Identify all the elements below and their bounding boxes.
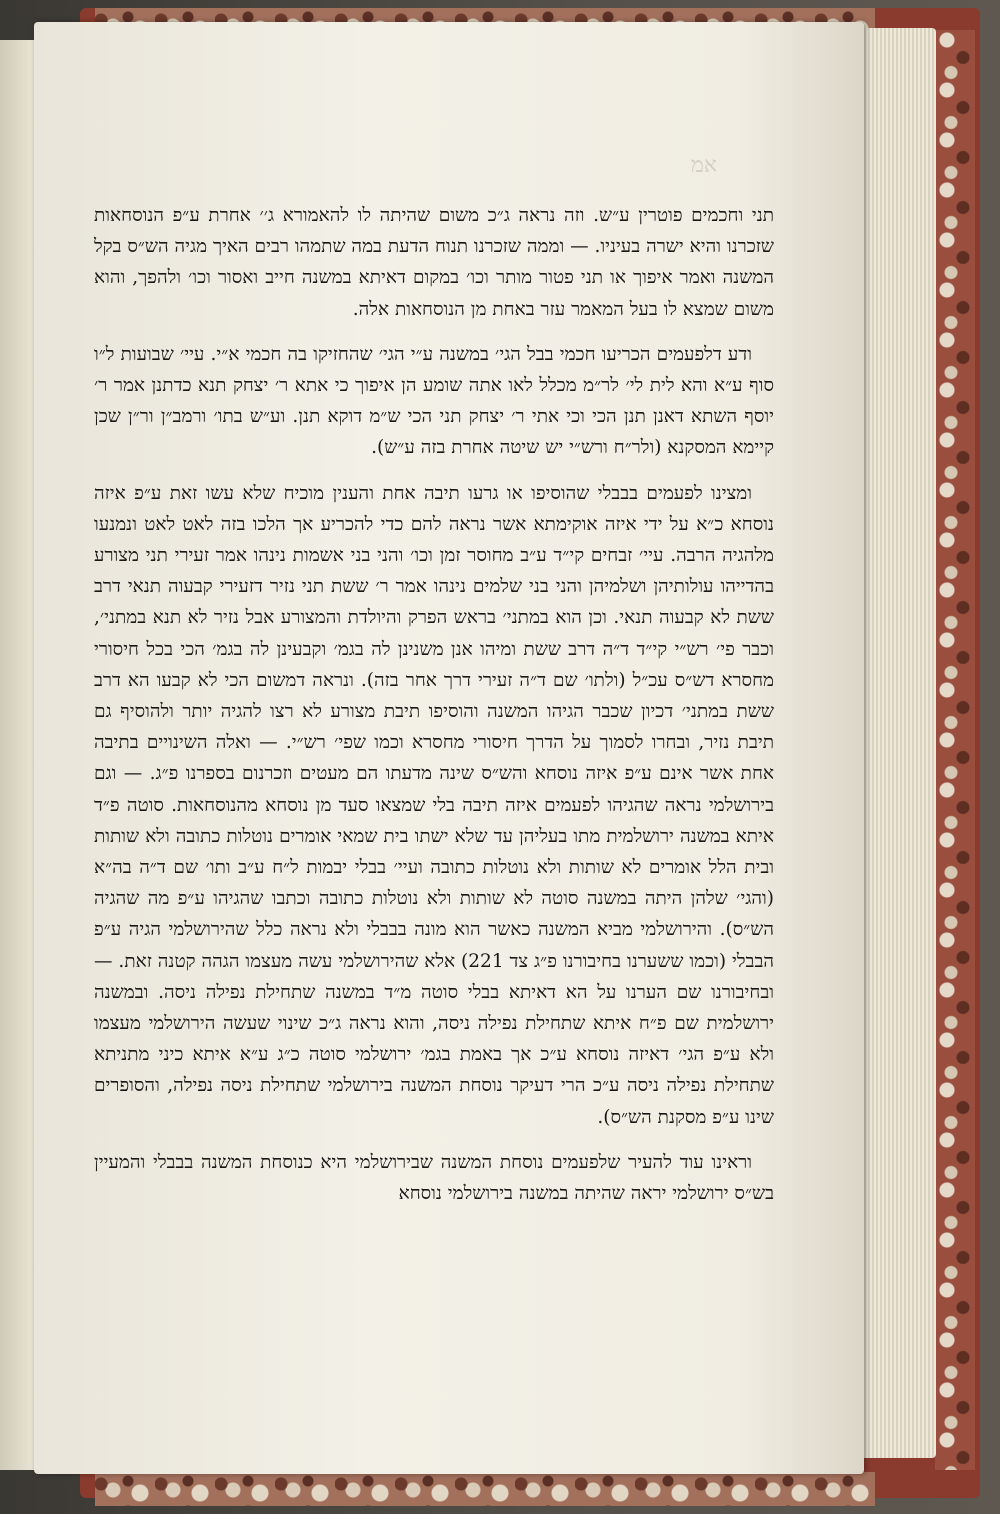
paragraph: תני וחכמים פוטרין ע״ש. וזה נראה ג״כ משום שהיתה לו להאמורא ג׳׳ אחרת ע״פ הנוסחאות שזכרנו והיא ישרה בעיניו. — וממה שזכרנו תנוח הדעת במה שתמהו רבים האיך מגיה הש״ס בקל המשנה ואמר איפוך או תני פטור מותר וכו׳ במקום דאיתא במשנה חייב ואסור וכו׳ ולהפך, והוא משום שמצא לו בעל המאמר עזר באחת מן הנוסחאות אלה. <box>94 205 774 320</box>
paragraph: וראינו עוד להעיר שלפעמים נוסחת המשנה שבירושלמי היא כנוסחת המשנה בבבלי והמעיין בש״ס ירושלמי יראה שהיתה במשנה בירושלמי נוסחא <box>94 1151 774 1205</box>
page-text <box>94 200 774 1223</box>
paragraph: ומצינו לפעמים בבבלי שהוסיפו או גרעו תיבה אחת והענין מוכיח שלא עשו זאת ע״פ איזה נוסחא כ״א על ידי איזה אוקימתא אשר נראה להם כדי להכריע אך הלכו בזה לאט לאט ונמנעו מלהגיה הרבה. עיי׳ זבחים קי״ד ע״ב מחוסר זמן וכו׳ והני בני אשמות נינהו אמר זעירי תני מצורע בהדייהו עולותיהן ושלמיהן והני בני שלמים נינהו אמר ר׳ ששת תני נזיר דזעירי קבעוה תנאי דרב ששת לא קבעוה תנאי. וכן הוא במתני׳ בראש הפרק והיולדת והמצורע אבל נזיר לא תנא במתני׳, וכבר פי׳ רש״י קי״ד ד״ה דרב ששת ומיהו אנן משנינן לה בגמ׳ וקבעינן לה בגמ׳ הכי בכל חיסורי מחסרא דש״ס עכ״ל (ולתו׳ שם ד״ה זעירי דרך אחר בזה). ונראה דמשום הכי לא קבעו הא דרב ששת במתני׳ דכיון שכבר הגיהו המשנה והוסיפו תיבת מצורע לא רצו להגיה יותר ולהוסיף גם תיבת נזיר, ובחרו לסמוך על הדרך חיסורי מחסרא וכמו שפי׳ רש״י. — ואלה השינויים בתיבה אחת אשר אינם ע״פ איזה נוסחא והש״ס שינה מדעתו הם מעטים וזכרנום בספרנו פ״ג. — וגם בירושלמי נראה שהגיהו לפעמים איזה תיבה בלי שמצאו סעד מן נוסחא מהנוסחאות. סוטה פ״ד איתא במשנה ירושלמית מתו בעליהן עד שלא ישתו בית שמאי אומרים נוטלות כתובה ולא שותות ובית הלל אומרים לא שותות ולא נוטלות כתובה ועיי׳ בבלי יבמות ל״ח ע״ב ותו׳ שם ד״ה בה״א (והגי׳ שלהן היתה במשנה סוטה לא שותות ולא נוטלות כתובה וכתבו שהגיהו ע״פ מה שהגיה הש״ס). והירושלמי מביא המשנה כאשר הוא מונה בבבלי ולא נראה כלל שהירושלמי הגיה ע״פ הבבלי (וכמו ששערנו בחיבורנו פ״ג צד 221) אלא שהירושלמי עשה מעצמו הגהה קטנה זאת. — ובחיבורנו שם הערנו על הא דאיתא בבלי סוטה מ״ד במשנה שתחילת נפילה ניסה. ובמשנה ירושלמית שם פ״ח איתא שתחילת נפילה ניסה, והוא נראה ג״כ שינוי שעשה הירושלמי מעצמו ולא ע״פ הגי׳ דאיזה נוסחא ע״כ אך באמת בגמ׳ ירושלמי סוטה כ״ג ע״א איתא כיני מתניתא שתחילת נפילה ניסה ע״כ הרי דעיקר נוסחת המשנה בירושלמי שתחילת ניסה נפילה, והסופרים שינו ע״פ מסקנת הש״ס). <box>94 482 775 1128</box>
book-page <box>34 22 864 1474</box>
marbled-edge-right <box>935 30 975 1470</box>
page-number: אמ <box>690 153 718 178</box>
marbled-edge-bottom <box>95 1472 875 1506</box>
paragraph: ודע דלפעמים הכריעו חכמי בבל הגי׳ במשנה ע״י הגי׳ שהחזיקו בה חכמי א״י. עיי׳ שבועות ל״ו סוף ע״א והא לית לי׳ לר״מ מכלל לאו אתה שומע הן איפוך כי אתא ר׳ יצחק תנא כדתנן אמר ר׳ יוסף השתא דאנן תנן הכי וכי אתי ר׳ יצחק תני הכי ש״מ דוקא תנן. וע״ש בתו׳ ורמב״ן ור״ן שכן קיימא המסקנא (ולר״ח ורש״י יש שיטה אחרת בזה ע״ש). <box>94 343 774 459</box>
